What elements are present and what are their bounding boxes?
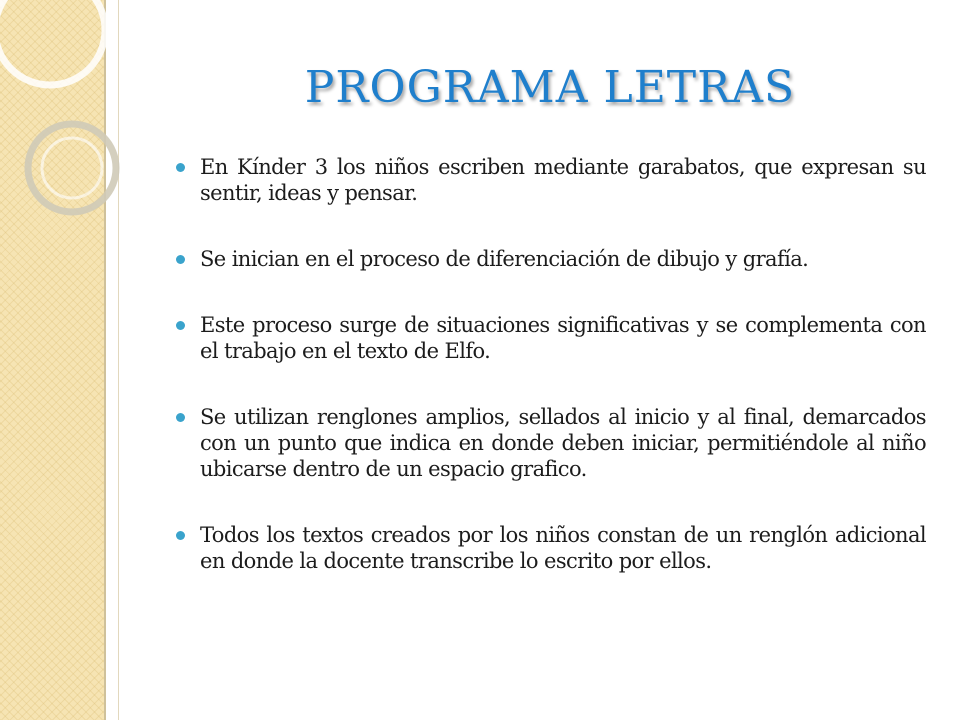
list-item xyxy=(176,246,926,272)
bullet-icon xyxy=(176,321,185,330)
bullet-text: Este proceso surge de situaciones significativas y se complementa con el trabajo en el texto de Elfo. xyxy=(200,313,926,363)
bullet-list xyxy=(176,154,926,614)
slide-title: PROGRAMA LETRAS xyxy=(304,62,796,113)
bullet-text: En Kínder 3 los niños escriben mediante garabatos, que expresan su sentir, ideas y pensar. xyxy=(200,155,926,205)
bullet-text: Todos los textos creados por los niños constan de un renglón adicional en donde la docente transcribe lo escrito por ellos. xyxy=(200,523,926,573)
list-item xyxy=(176,404,926,482)
bullet-text: Se utilizan renglones amplios, sellados al inicio y al final, demarcados con un punto que indica en donde deben iniciar, permitiéndole al niño ubicarse dentro de un espacio grafico. xyxy=(200,405,926,481)
bullet-icon xyxy=(176,413,185,422)
list-item xyxy=(176,154,926,206)
bullet-icon xyxy=(176,163,185,172)
bullet-text: Se inician en el proceso de diferenciación de dibujo y grafía. xyxy=(200,247,809,271)
decorative-circles xyxy=(0,0,140,240)
bullet-icon xyxy=(176,531,185,540)
list-item xyxy=(176,312,926,364)
list-item xyxy=(176,522,926,574)
bullet-icon xyxy=(176,255,185,264)
